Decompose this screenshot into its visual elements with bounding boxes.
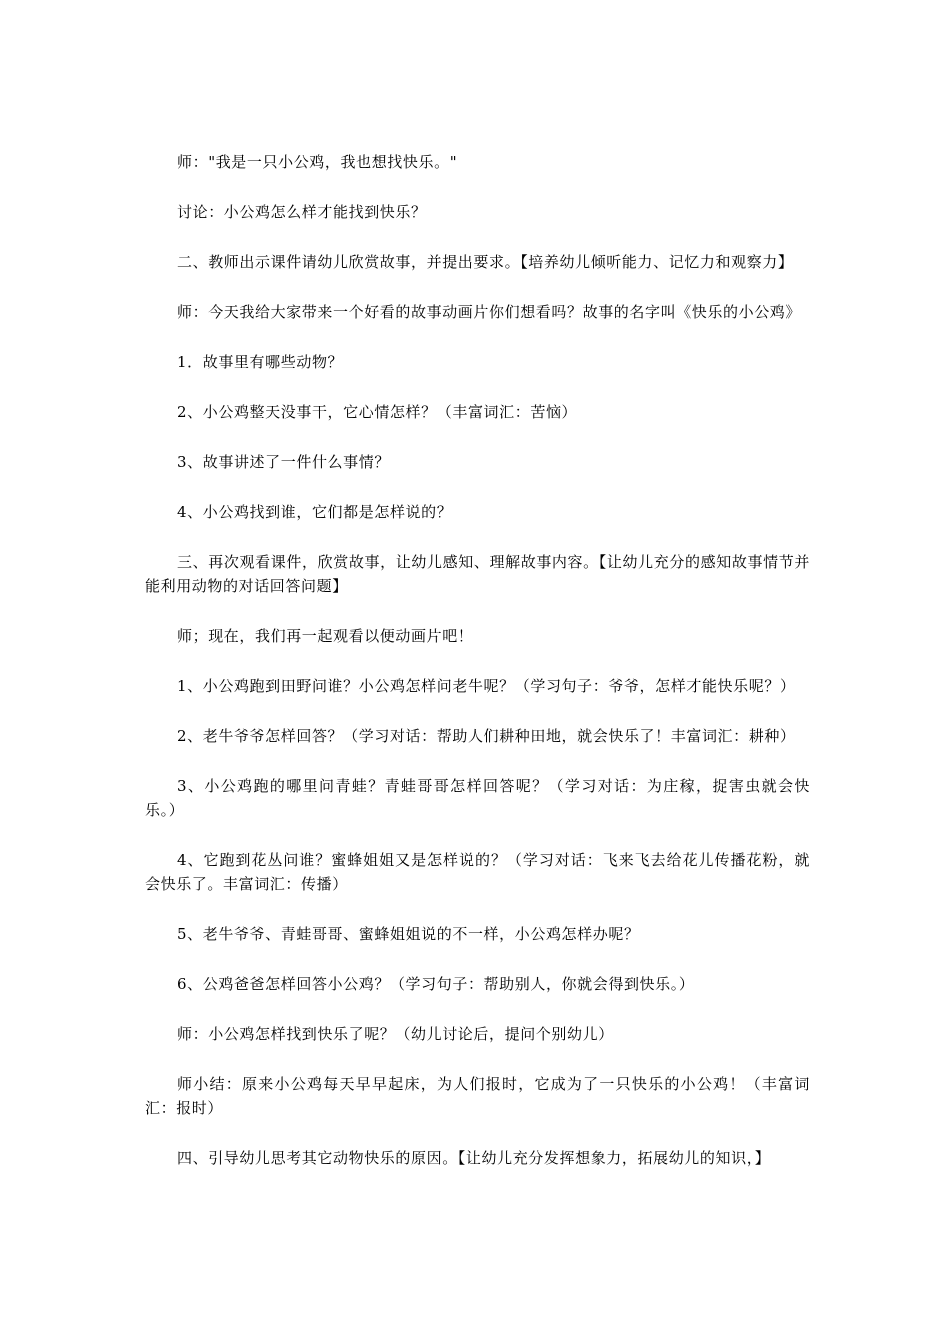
teacher-question-happiness: 师：小公鸡怎样找到快乐了呢？（幼儿讨论后，提问个别幼儿） bbox=[177, 1025, 614, 1043]
discussion-prompt: 讨论：小公鸡怎么样才能找到快乐？ bbox=[177, 203, 427, 221]
detail-question-1: 1、小公鸡跑到田野问谁？小公鸡怎样问老牛呢？（学习句子：爷爷，怎样才能快乐呢？） bbox=[177, 677, 796, 695]
detail-question-5: 5、老牛爷爷、青蛙哥哥、蜜蜂姐姐说的不一样，小公鸡怎样办呢？ bbox=[177, 925, 640, 943]
teacher-summary: 师小结：原来小公鸡每天早早起床，为人们报时，它成为了一只快乐的小公鸡！（丰富词汇：报时） bbox=[145, 1075, 810, 1117]
section-three-heading: 三、再次观看课件，欣赏故事，让幼儿感知、理解故事内容。【让幼儿充分的感知故事情节并能利用动物的对话回答问题】 bbox=[145, 553, 810, 595]
question-3: 3、故事讲述了一件什么事情？ bbox=[177, 453, 390, 471]
teacher-rewatch-line: 师；现在，我们再一起观看以便动画片吧！ bbox=[177, 627, 474, 645]
detail-question-3: 3、小公鸡跑的哪里问青蛙？青蛙哥哥怎样回答呢？（学习对话：为庄稼，捉害虫就会快乐。） bbox=[145, 777, 810, 819]
teacher-intro-story: 师：今天我给大家带来一个好看的故事动画片你们想看吗？故事的名字叫《快乐的小公鸡》 bbox=[177, 303, 802, 321]
document-body bbox=[145, 150, 810, 1196]
detail-question-2: 2、老牛爷爷怎样回答？（学习对话：帮助人们耕种田地，就会快乐了！丰富词汇：耕种） bbox=[177, 727, 796, 745]
question-1: 1．故事里有哪些动物？ bbox=[177, 353, 344, 371]
section-two-heading: 二、教师出示课件请幼儿欣赏故事，并提出要求。【培养幼儿倾听能力、记忆力和观察力】 bbox=[177, 253, 794, 271]
question-4: 4、小公鸡找到谁，它们都是怎样说的？ bbox=[177, 503, 453, 521]
section-four-heading: 四、引导幼儿思考其它动物快乐的原因。【让幼儿充分发挥想象力，拓展幼儿的知识，】 bbox=[177, 1149, 771, 1167]
detail-question-6: 6、公鸡爸爸怎样回答小公鸡？（学习句子：帮助别人，你就会得到快乐。） bbox=[177, 975, 695, 993]
teacher-line-rooster: 师："我是一只小公鸡，我也想找快乐。" bbox=[177, 153, 458, 171]
detail-question-4: 4、它跑到花丛问谁？蜜蜂姐姐又是怎样说的？（学习对话：飞来飞去给花儿传播花粉，就会快乐了。丰富词汇：传播） bbox=[145, 851, 810, 893]
question-2: 2、小公鸡整天没事干，它心情怎样？（丰富词汇：苦恼） bbox=[177, 403, 578, 421]
